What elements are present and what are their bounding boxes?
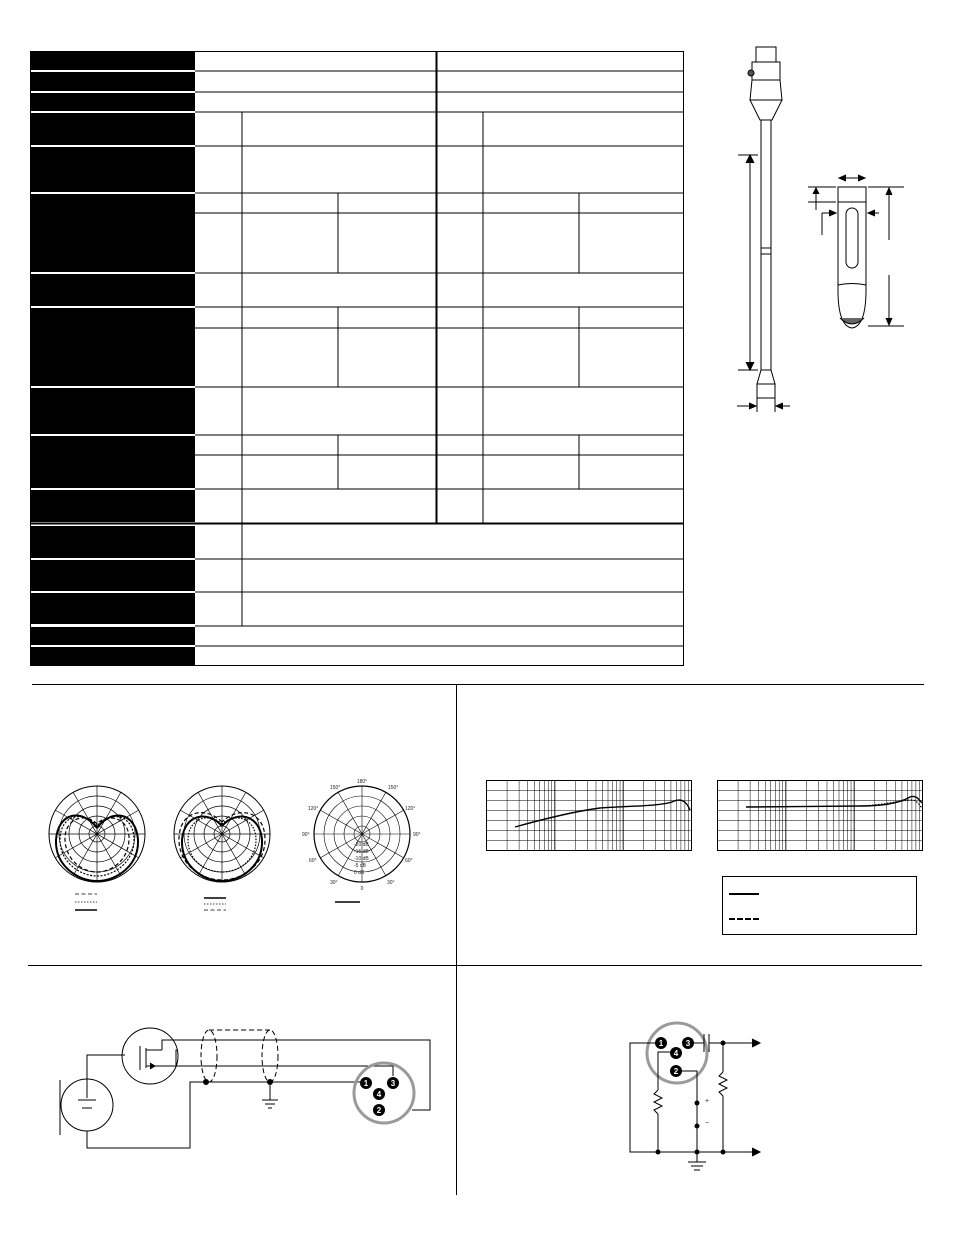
pin-2-right: 2 <box>673 1067 679 1076</box>
polar-tick-0: 0 <box>360 886 364 892</box>
pin-4-right: 4 <box>673 1049 679 1058</box>
polar-tick-60-right: 60° <box>405 858 413 864</box>
frequency-legend-box <box>722 876 917 935</box>
polar-tick-90-left: 90° <box>302 832 310 838</box>
internal-wiring-schematic <box>60 1028 430 1148</box>
frequency-response-chart-1 <box>487 781 692 851</box>
fet-transistor-symbol <box>122 1028 178 1084</box>
polar-db-5: -5 dB <box>354 863 366 869</box>
phantom-power-schematic <box>630 1023 760 1170</box>
pin-3-right: 3 <box>685 1039 691 1048</box>
table-label-column <box>31 52 195 665</box>
response-curve-2-solid <box>746 796 922 807</box>
xlr-pins-left <box>360 1077 399 1116</box>
locking-tab <box>748 70 754 76</box>
section-dividers <box>28 685 924 1196</box>
polar-db-10: -10 dB <box>354 856 369 862</box>
legend-dashed-line <box>729 918 759 920</box>
legend-solid-line <box>729 893 759 895</box>
polar-pattern-1 <box>49 786 145 910</box>
microphone-dimension-drawing <box>737 47 904 412</box>
polar-pattern-2 <box>174 786 270 910</box>
pin-3-left: 3 <box>390 1079 396 1088</box>
polar-tick-60-left: 60° <box>309 858 317 864</box>
frequency-response-chart-2 <box>718 781 923 851</box>
polar-tick-180: 180° <box>356 779 368 785</box>
polar-tick-120-right: 120° <box>405 806 416 812</box>
polar-tick-150-left: 150° <box>330 785 341 791</box>
pin-1-right: 1 <box>658 1039 664 1048</box>
polar-db-0: 0 dB <box>354 870 365 876</box>
polar-db-15: -15 dB <box>354 849 369 855</box>
polar-tick-150: 150° <box>388 785 399 791</box>
polar-db-20: -20 dB <box>354 842 369 848</box>
polar-tick-90-right: 90° <box>413 832 421 838</box>
minus-label: − <box>705 1120 710 1127</box>
polar-tick-30-right: 30° <box>387 880 395 886</box>
pin-4-left: 4 <box>376 1090 382 1099</box>
polar-tick-30-left: 30° <box>330 880 338 886</box>
phantom-schematic-nodes <box>656 1041 726 1155</box>
pin-1-left: 1 <box>363 1079 369 1088</box>
plus-label: + <box>705 1098 710 1105</box>
specifications-table <box>31 52 684 666</box>
pin-2-left: 2 <box>376 1106 382 1115</box>
polar-tick-120-left: 120° <box>308 806 319 812</box>
